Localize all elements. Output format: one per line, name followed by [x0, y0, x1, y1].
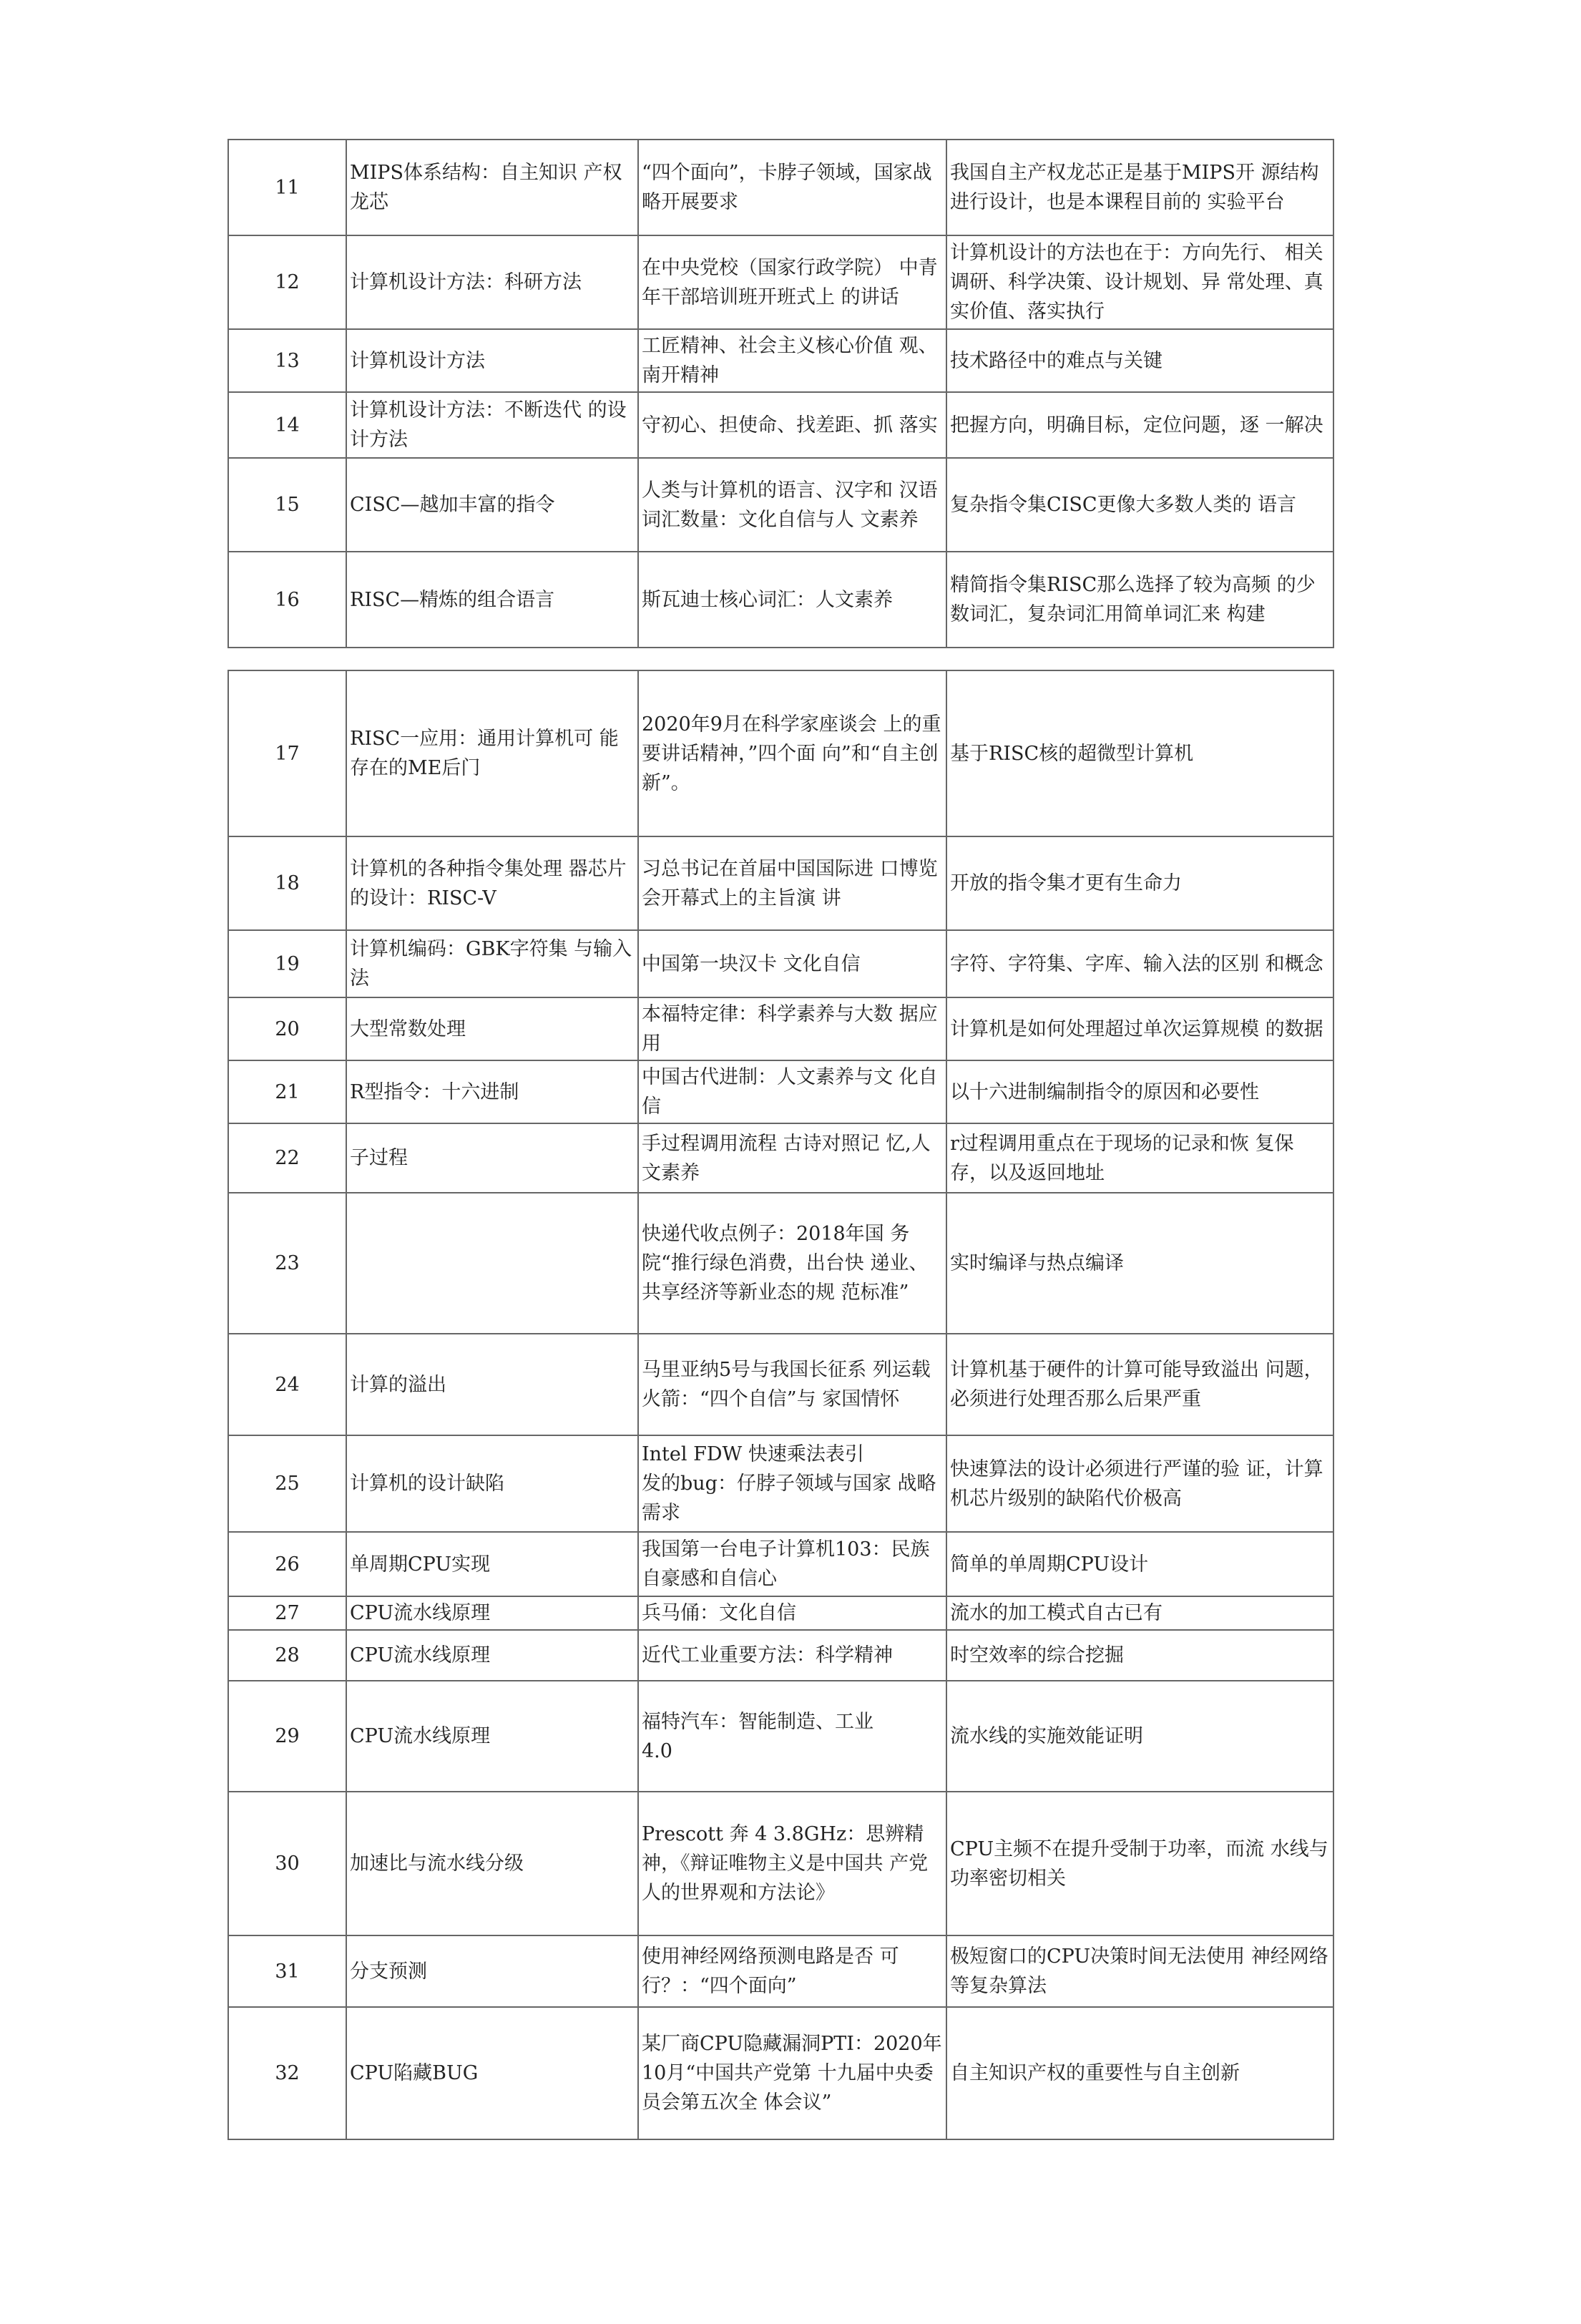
ideological-element-cell: 习总书记在首届中国国际进 口博览会开幕式上的主旨演 讲 [638, 836, 946, 930]
row-number: 21 [228, 1060, 346, 1123]
ideological-element-cell: 中国古代进制：人文素养与文 化自信 [638, 1060, 946, 1123]
knowledge-point-cell: 开放的指令集才更有生命力 [946, 836, 1333, 930]
table-row [228, 670, 1333, 836]
topic-cell: 计算机的各种指令集处理 器芯片的设计：RISC-V [346, 836, 638, 930]
row-number: 18 [228, 836, 346, 930]
topic-cell: CPU流水线原理 [346, 1596, 638, 1630]
knowledge-point-cell: 快速算法的设计必须进行严谨的验 证，计算机芯片级别的缺陷代价极高 [946, 1435, 1333, 1532]
row-number: 23 [228, 1193, 346, 1334]
course-table-part-1 [227, 139, 1334, 648]
ideological-element-cell: 马里亚纳5号与我国长征系 列运载火箭：“四个自信”与 家国情怀 [638, 1334, 946, 1435]
knowledge-point-cell: 计算机是如何处理超过单次运算规模 的数据 [946, 997, 1333, 1060]
topic-cell: 计算的溢出 [346, 1334, 638, 1435]
row-number: 22 [228, 1123, 346, 1193]
topic-cell: 大型常数处理 [346, 997, 638, 1060]
ideological-element-cell [638, 1681, 946, 1792]
table-row [228, 836, 1333, 930]
row-number: 13 [228, 329, 346, 392]
ideological-element-cell: 兵马俑：文化自信 [638, 1596, 946, 1630]
topic-cell: 分支预测 [346, 1935, 638, 2007]
ideological-element-cell: 2020年9月在科学家座谈会 上的重要讲话精神，”四个面 向”和“自主创新”。 [638, 670, 946, 836]
row-number: 27 [228, 1596, 346, 1630]
table-row [228, 552, 1333, 648]
ideological-element-cell: 使用神经网络预测电路是否 可行？：“四个面向” [638, 1935, 946, 2007]
element-line: 发的bug：仔脖子领域与国家 战略需求 [642, 1473, 936, 1524]
knowledge-point-cell: 自主知识产权的重要性与自主创新 [946, 2007, 1333, 2139]
topic-cell: 计算机的设计缺陷 [346, 1435, 638, 1532]
course-table-part-2 [227, 670, 1334, 2140]
table-row [228, 1334, 1333, 1435]
element-line: 福特汽车：智能制造、工业 [642, 1710, 873, 1733]
row-number: 14 [228, 392, 346, 458]
ideological-element-cell: 某厂商CPU隐藏漏洞PTI：2020年10月“中国共产党第 十九届中央委员会第五次全 体会议” [638, 2007, 946, 2139]
row-number: 15 [228, 458, 346, 552]
ideological-element-cell: 斯瓦迪士核心词汇：人文素养 [638, 552, 946, 648]
topic-cell: 单周期CPU实现 [346, 1532, 638, 1596]
table-row [228, 329, 1333, 392]
ideological-element-cell: 近代工业重要方法：科学精神 [638, 1630, 946, 1681]
topic-cell [346, 1193, 638, 1334]
row-number: 16 [228, 552, 346, 648]
row-number: 20 [228, 997, 346, 1060]
topic-cell: R型指令：十六进制 [346, 1060, 638, 1123]
knowledge-point-cell: 把握方向，明确目标，定位问题，逐 一解决 [946, 392, 1333, 458]
knowledge-point-cell: 时空效率的综合挖掘 [946, 1630, 1333, 1681]
row-number: 28 [228, 1630, 346, 1681]
ideological-element-cell: 人类与计算机的语言、汉字和 汉语词汇数量：文化自信与人 文素养 [638, 458, 946, 552]
knowledge-point-cell: 以十六进制编制指令的原因和必要性 [946, 1060, 1333, 1123]
element-line: Intel FDW 快速乘法表引 [642, 1443, 864, 1465]
topic-cell: CISC—越加丰富的指令 [346, 458, 638, 552]
knowledge-point-cell: 复杂指令集CISC更像大多数人类的 语言 [946, 458, 1333, 552]
topic-cell: CPU流水线原理 [346, 1681, 638, 1792]
table-row [228, 1060, 1333, 1123]
ideological-element-cell: 守初心、担使命、找差距、抓 落实 [638, 392, 946, 458]
ideological-element-cell: 手过程调用流程 古诗对照记 忆,人文素养 [638, 1123, 946, 1193]
ideological-element-cell: 工匠精神、社会主义核心价值 观、南开精神 [638, 329, 946, 392]
table-row [228, 930, 1333, 997]
table-row [228, 1123, 1333, 1193]
topic-cell: CPU陷藏BUG [346, 2007, 638, 2139]
topic-cell: 计算机设计方法 [346, 329, 638, 392]
row-number: 32 [228, 2007, 346, 2139]
ideological-element-cell [638, 1435, 946, 1532]
table-row [228, 1630, 1333, 1681]
table-row [228, 140, 1333, 235]
topic-cell: 加速比与流水线分级 [346, 1792, 638, 1935]
topic-cell: MIPS体系结构：自主知识 产权龙芯 [346, 140, 638, 235]
row-number: 11 [228, 140, 346, 235]
row-number: 12 [228, 235, 346, 329]
knowledge-point-cell: 基于RISC核的超微型计算机 [946, 670, 1333, 836]
knowledge-point-cell: 极短窗口的CPU决策时间无法使用 神经网络等复杂算法 [946, 1935, 1333, 2007]
knowledge-point-cell: 字符、字符集、字库、输入法的区别 和概念 [946, 930, 1333, 997]
table-row [228, 1532, 1333, 1596]
element-line: 4.0 [642, 1739, 672, 1762]
knowledge-point-cell: 计算机设计的方法也在于：方向先行、 相关调研、科学决策、设计规划、异 常处理、真实价值、落实执行 [946, 235, 1333, 329]
table-row [228, 1435, 1333, 1532]
table-row [228, 997, 1333, 1060]
table-row [228, 1193, 1333, 1334]
ideological-element-cell: “四个面向”，卡脖子领域，国家战略开展要求 [638, 140, 946, 235]
row-number: 24 [228, 1334, 346, 1435]
table-row [228, 1935, 1333, 2007]
topic-cell: RISC—精炼的组合语言 [346, 552, 638, 648]
topic-cell: 子过程 [346, 1123, 638, 1193]
topic-cell: 计算机设计方法：不断迭代 的设计方法 [346, 392, 638, 458]
knowledge-point-cell: 精简指令集RISC那么选择了较为高频 的少数词汇，复杂词汇用简单词汇来 构建 [946, 552, 1333, 648]
row-number: 29 [228, 1681, 346, 1792]
ideological-element-cell: 在中央党校（国家行政学院） 中青年干部培训班开班式上 的讲话 [638, 235, 946, 329]
row-number: 31 [228, 1935, 346, 2007]
row-number: 26 [228, 1532, 346, 1596]
row-number: 19 [228, 930, 346, 997]
knowledge-point-cell: 我国自主产权龙芯正是基于MIPS开 源结构进行设计，也是本课程目前的 实验平台 [946, 140, 1333, 235]
knowledge-point-cell: 简单的单周期CPU设计 [946, 1532, 1333, 1596]
table-row [228, 1792, 1333, 1935]
table-row [228, 1596, 1333, 1630]
knowledge-point-cell: r过程调用重点在于现场的记录和恢 复保存，以及返回地址 [946, 1123, 1333, 1193]
table-row [228, 235, 1333, 329]
row-number: 17 [228, 670, 346, 836]
knowledge-point-cell: 计算机基于硬件的计算可能导致溢出 问题，必须进行处理否那么后果严重 [946, 1334, 1333, 1435]
ideological-element-cell: 我国第一台电子计算机103：民族自豪感和自信心 [638, 1532, 946, 1596]
topic-cell: 计算机编码：GBK字符集 与输入法 [346, 930, 638, 997]
ideological-element-cell: 快递代收点例子：2018年国 务院“推行绿色消费，出台快 递业、共享经济等新业态的规 范标准” [638, 1193, 946, 1334]
topic-cell: RISC一应用：通用计算机可 能存在的ME后门 [346, 670, 638, 836]
ideological-element-cell: Prescott 奔 4 3.8GHz：思辨精神，《辩证唯物主义是中国共 产党人的世界观和方法论》 [638, 1792, 946, 1935]
table-row [228, 458, 1333, 552]
topic-cell: CPU流水线原理 [346, 1630, 638, 1681]
table-row [228, 1681, 1333, 1792]
knowledge-point-cell: 实时编译与热点编译 [946, 1193, 1333, 1334]
knowledge-point-cell: CPU主频不在提升受制于功率，而流 水线与功率密切相关 [946, 1792, 1333, 1935]
row-number: 30 [228, 1792, 346, 1935]
row-number: 25 [228, 1435, 346, 1532]
knowledge-point-cell: 流水线的实施效能证明 [946, 1681, 1333, 1792]
topic-cell: 计算机设计方法：科研方法 [346, 235, 638, 329]
ideological-element-cell: 中国第一块汉卡 文化自信 [638, 930, 946, 997]
knowledge-point-cell: 流水的加工模式自古已有 [946, 1596, 1333, 1630]
ideological-element-cell: 本福特定律：科学素养与大数 据应用 [638, 997, 946, 1060]
table-row [228, 2007, 1333, 2139]
table-row [228, 392, 1333, 458]
knowledge-point-cell: 技术路径中的难点与关键 [946, 329, 1333, 392]
